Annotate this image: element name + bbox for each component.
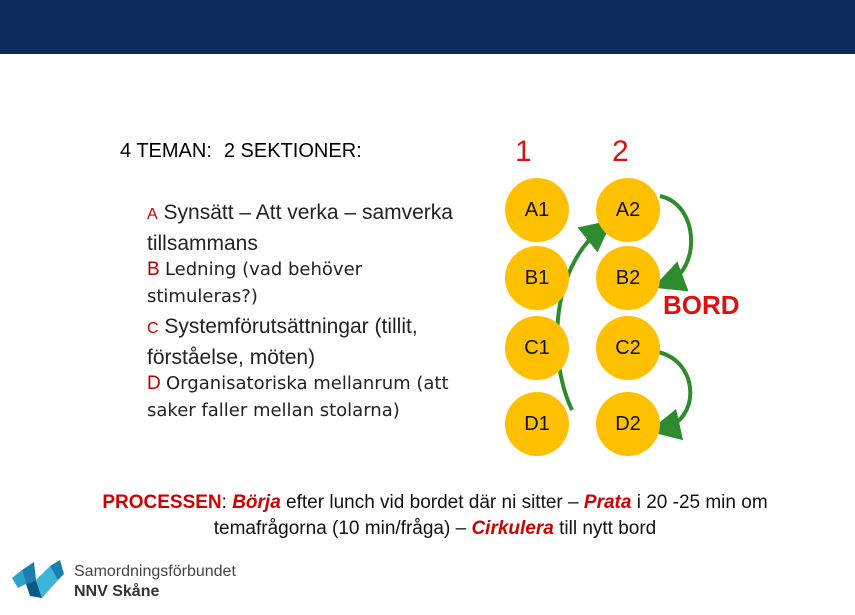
theme-text: Systemförutsättningar (tillit, förståelse, möten): [147, 315, 418, 369]
theme-letter: A: [147, 206, 158, 223]
samordningsforbundet-logo-icon: [12, 558, 68, 602]
process-word-cirkulera: Cirkulera: [471, 518, 554, 539]
logo-text-region: NNV Skåne: [74, 583, 160, 600]
theme-text: Organisatoriska mellanrum (att saker faller mellan stolarna): [147, 373, 449, 421]
circle-c2: C2: [596, 316, 660, 380]
circle-b1: B1: [505, 246, 569, 310]
theme-letter: B: [147, 259, 160, 280]
process-sep: :: [221, 492, 233, 513]
process-text-2: i 20 -25 min om temafrågorna (10 min/fråga) –: [213, 492, 768, 539]
process-text-3: till nytt bord: [553, 518, 657, 539]
column-number-2: 2: [612, 135, 629, 168]
sections-label: 2 SEKTIONER:: [223, 140, 362, 162]
theme-letter: D: [147, 373, 161, 394]
process-label: PROCESSEN: [102, 492, 222, 513]
process-word-prata: Prata: [583, 492, 632, 513]
circle-a1: A1: [505, 178, 569, 242]
process-description: [90, 490, 780, 542]
themes-label: 4 TEMAN:: [120, 140, 212, 162]
circle-d2: D2: [596, 392, 660, 456]
theme-text: Synsätt – Att verka – samverka tillsammans: [147, 201, 453, 255]
process-word-borja: Börja: [232, 492, 281, 513]
slide-title: Workshopen under eftermiddagen: [135, 82, 461, 104]
bord-label: BORD: [663, 290, 740, 320]
logo-text-org: Samordningsförbundet: [74, 563, 236, 580]
theme-text: Ledning (vad behöver stimuleras?): [147, 259, 363, 307]
arrow-bottom-right: [658, 352, 690, 428]
arrow-up-left: [557, 230, 600, 410]
circle-b2: B2: [596, 246, 660, 310]
circle-d1: D1: [505, 392, 569, 456]
process-text-1: efter lunch vid bordet där ni sitter –: [280, 492, 584, 513]
column-number-1: 1: [515, 135, 532, 168]
circle-a2: A2: [596, 178, 660, 242]
theme-letter: C: [147, 320, 159, 337]
circle-c1: C1: [505, 316, 569, 380]
arrow-top-right: [660, 196, 691, 282]
